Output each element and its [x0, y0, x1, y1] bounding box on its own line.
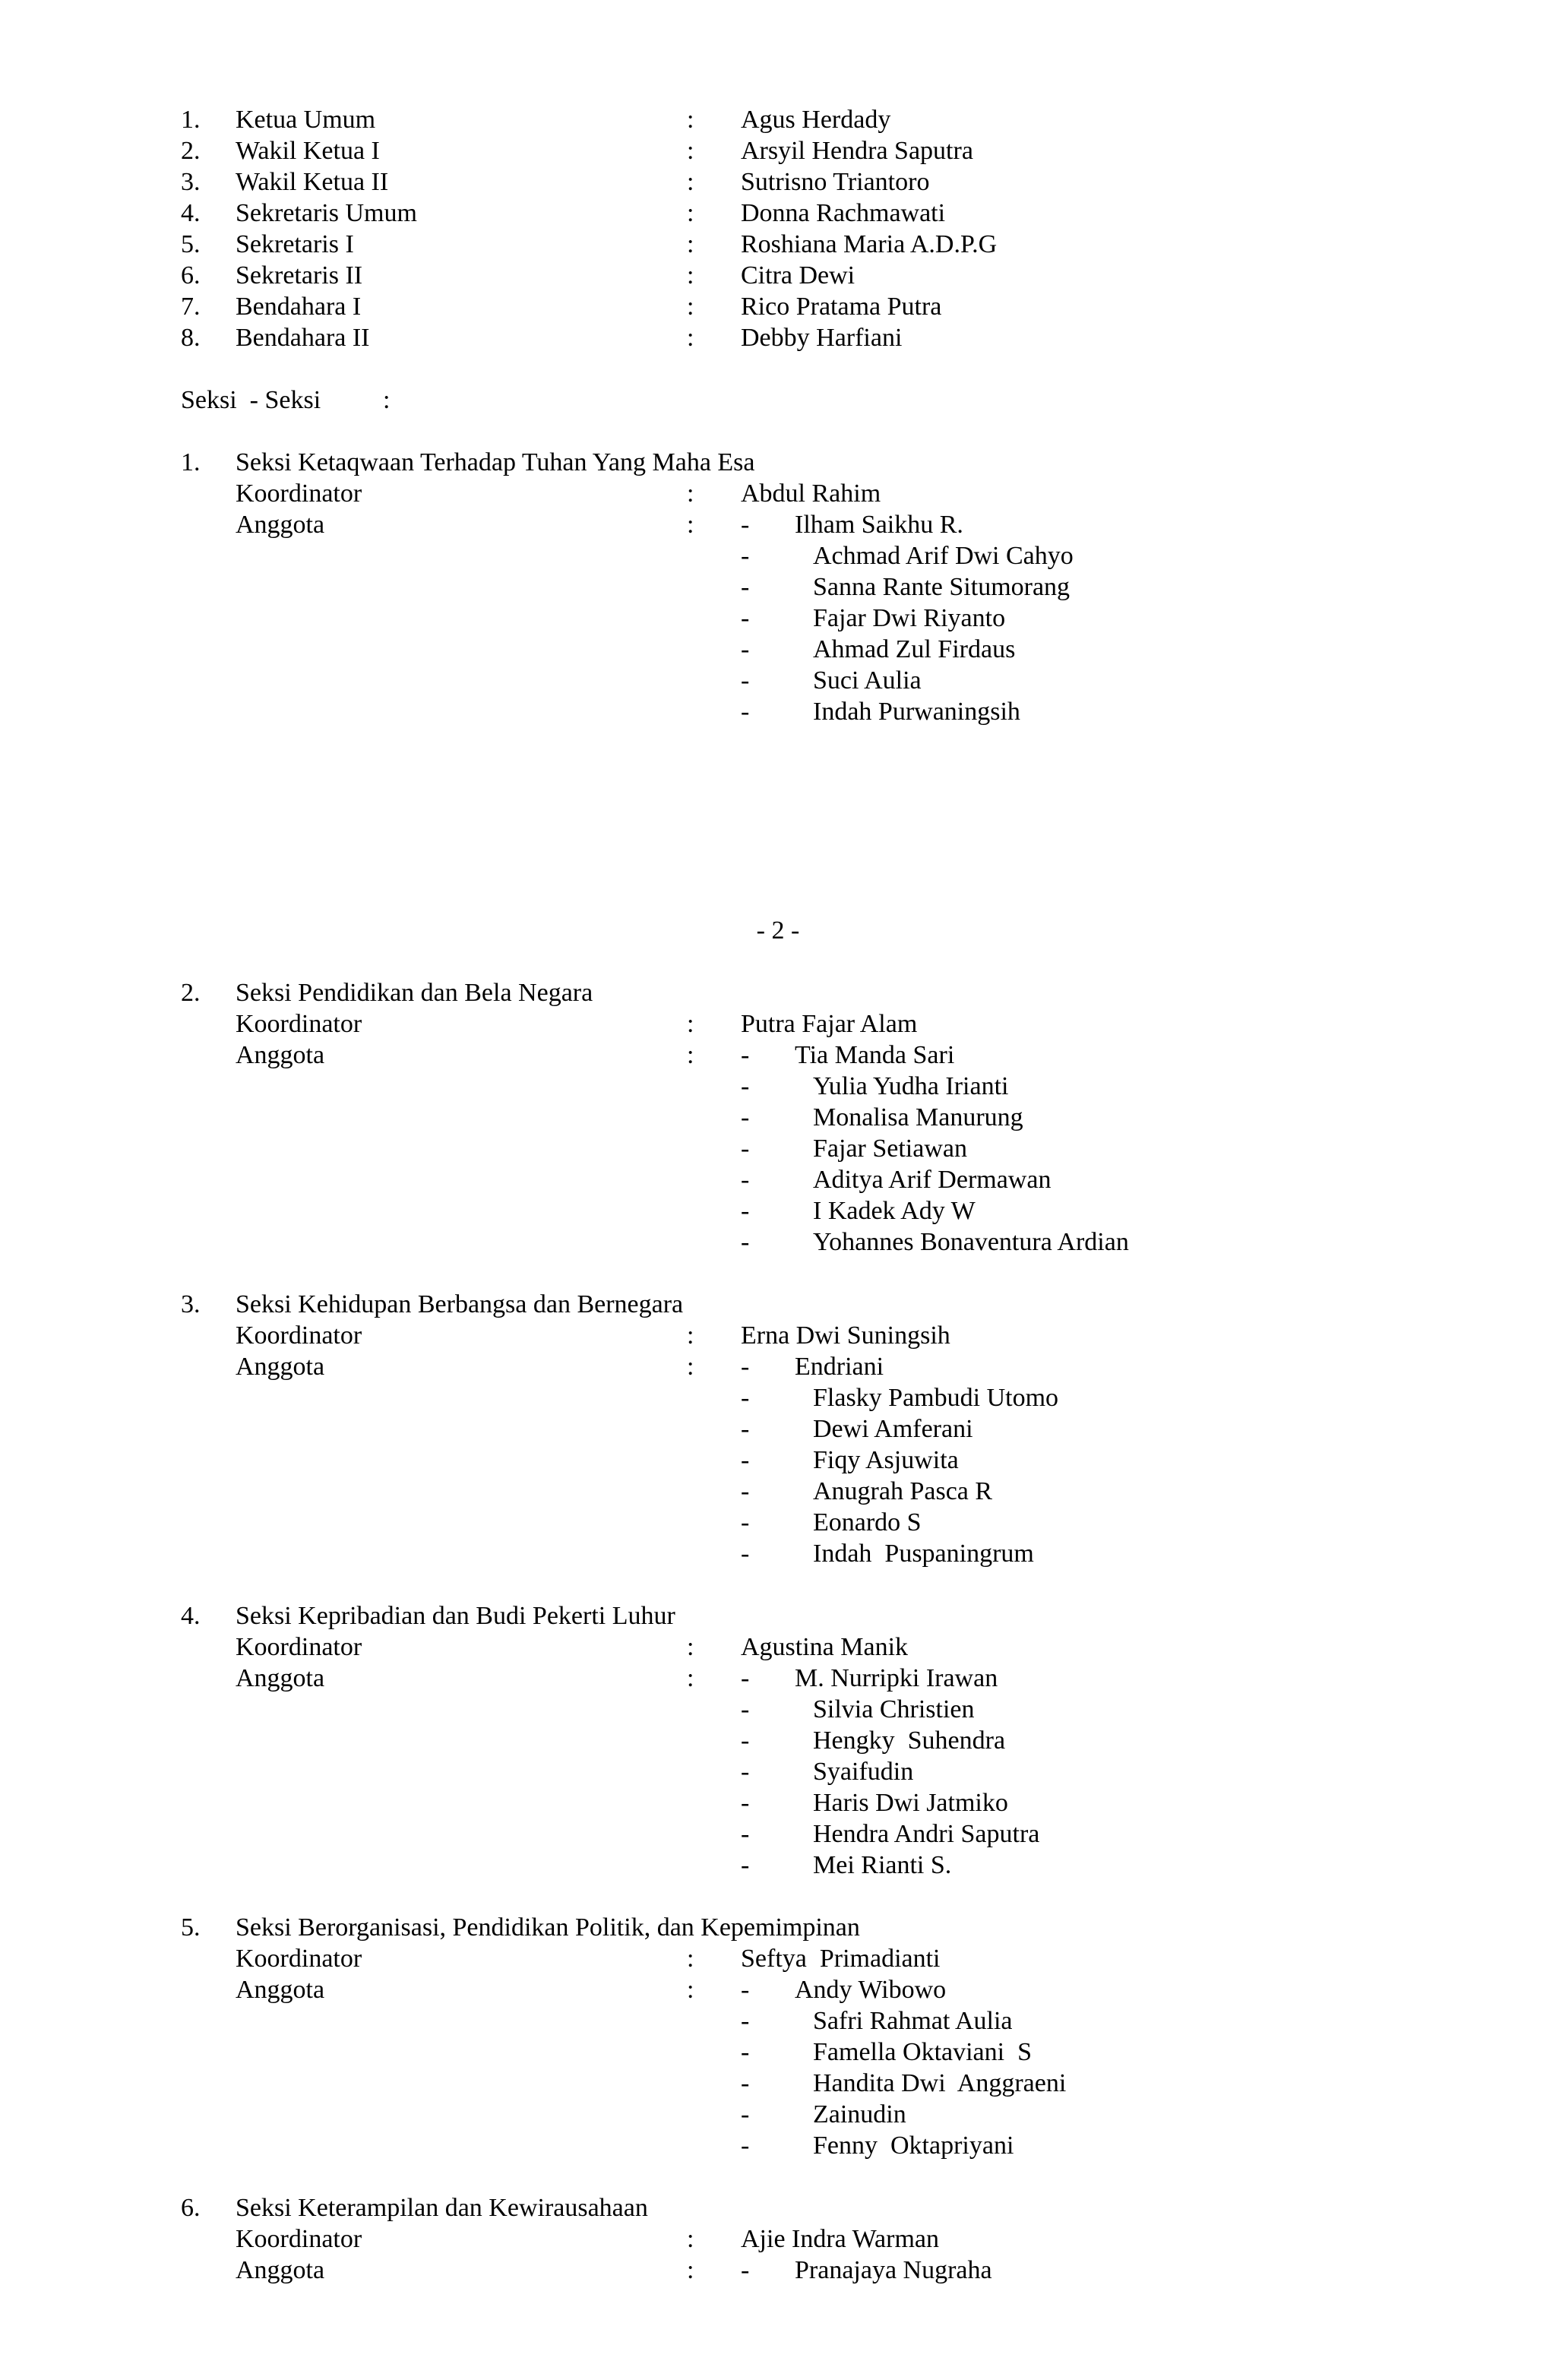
list-bullet: - — [741, 1353, 750, 1381]
section-number: 1. — [181, 448, 201, 476]
list-bullet: - — [741, 1103, 750, 1131]
colon: : — [687, 199, 694, 227]
koordinator-label: Koordinator — [236, 1633, 362, 1661]
list-bullet: - — [741, 1072, 750, 1100]
officer-role: Sekretaris II — [236, 261, 363, 290]
member-name: Zainudin — [813, 2100, 906, 2128]
list-bullet: - — [741, 635, 750, 663]
officer-role: Bendahara II — [236, 324, 370, 352]
section-number: 6. — [181, 2194, 201, 2222]
officer-role: Sekretaris I — [236, 230, 354, 258]
member-name: Ahmad Zul Firdaus — [813, 635, 1016, 663]
list-bullet: - — [741, 1758, 750, 1786]
member-name: Tia Manda Sari — [795, 1041, 955, 1069]
officer-role: Ketua Umum — [236, 106, 376, 134]
colon: : — [687, 1633, 694, 1661]
officer-number: 7. — [181, 293, 201, 321]
koordinator-label: Koordinator — [236, 479, 362, 508]
officer-name: Agus Herdady — [741, 106, 891, 134]
member-name: Yulia Yudha Irianti — [813, 1072, 1009, 1100]
colon: : — [687, 1321, 694, 1350]
member-name: Eonardo S — [813, 1508, 922, 1537]
member-name: Fenny Oktapriyani — [813, 2132, 1014, 2160]
member-name: Suci Aulia — [813, 666, 922, 695]
colon: : — [687, 2225, 694, 2253]
officer-name: Sutrisno Triantoro — [741, 168, 930, 196]
officer-number: 5. — [181, 230, 201, 258]
section-title: Seksi Pendidikan dan Bela Negara — [236, 979, 593, 1007]
anggota-label: Anggota — [236, 1353, 325, 1381]
list-bullet: - — [741, 2132, 750, 2160]
list-bullet: - — [741, 1197, 750, 1225]
koordinator-name: Seftya Primadianti — [741, 1945, 941, 1973]
list-bullet: - — [741, 2256, 750, 2284]
list-bullet: - — [741, 1508, 750, 1537]
list-bullet: - — [741, 1789, 750, 1817]
member-name: Fajar Setiawan — [813, 1135, 967, 1163]
list-bullet: - — [741, 1695, 750, 1723]
section-number: 4. — [181, 1602, 201, 1630]
member-name: Anugrah Pasca R — [813, 1477, 993, 1505]
officer-name: Arsyil Hendra Saputra — [741, 137, 973, 165]
list-bullet: - — [741, 542, 750, 570]
seksi-heading: Seksi - Seksi — [181, 386, 321, 414]
member-name: Hengky Suhendra — [813, 1726, 1006, 1755]
officer-name: Donna Rachmawati — [741, 199, 946, 227]
list-bullet: - — [741, 1976, 750, 2004]
colon: : — [687, 261, 694, 290]
section-title: Seksi Kepribadian dan Budi Pekerti Luhur — [236, 1602, 675, 1630]
list-bullet: - — [741, 1415, 750, 1443]
list-bullet: - — [741, 1726, 750, 1755]
colon: : — [687, 293, 694, 321]
section-title: Seksi Berorganisasi, Pendidikan Politik, dan Kepemimpinan — [236, 1913, 860, 1942]
member-name: Famella Oktaviani S — [813, 2038, 1033, 2066]
koordinator-name: Abdul Rahim — [741, 479, 881, 508]
member-name: Hendra Andri Saputra — [813, 1820, 1040, 1848]
colon: : — [687, 2256, 694, 2284]
member-name: Achmad Arif Dwi Cahyo — [813, 542, 1074, 570]
list-bullet: - — [741, 573, 750, 601]
member-name: Pranajaya Nugraha — [795, 2256, 992, 2284]
list-bullet: - — [741, 1135, 750, 1163]
koordinator-label: Koordinator — [236, 1321, 362, 1350]
koordinator-label: Koordinator — [236, 1010, 362, 1038]
section-title: Seksi Keterampilan dan Kewirausahaan — [236, 2194, 648, 2222]
member-name: Dewi Amferani — [813, 1415, 973, 1443]
koordinator-name: Ajie Indra Warman — [741, 2225, 939, 2253]
officer-role: Wakil Ketua I — [236, 137, 380, 165]
member-name: Monalisa Manurung — [813, 1103, 1023, 1131]
colon: : — [687, 479, 694, 508]
list-bullet: - — [741, 604, 750, 632]
section-number: 3. — [181, 1290, 201, 1318]
member-name: Andy Wibowo — [795, 1976, 947, 2004]
list-bullet: - — [741, 1166, 750, 1194]
colon: : — [687, 106, 694, 134]
member-name: Flasky Pambudi Utomo — [813, 1384, 1059, 1412]
koordinator-label: Koordinator — [236, 1945, 362, 1973]
section-title: Seksi Ketaqwaan Terhadap Tuhan Yang Maha Esa — [236, 448, 755, 476]
member-name: Aditya Arif Dermawan — [813, 1166, 1052, 1194]
colon: : — [687, 324, 694, 352]
member-name: Handita Dwi Anggraeni — [813, 2069, 1067, 2097]
officer-name: Roshiana Maria A.D.P.G — [741, 230, 998, 258]
list-bullet: - — [741, 1446, 750, 1474]
anggota-label: Anggota — [236, 2256, 325, 2284]
officer-number: 2. — [181, 137, 201, 165]
colon: : — [687, 511, 694, 539]
list-bullet: - — [741, 698, 750, 726]
list-bullet: - — [741, 1477, 750, 1505]
officer-number: 1. — [181, 106, 201, 134]
member-name: Mei Rianti S. — [813, 1851, 952, 1879]
colon: : — [687, 1945, 694, 1973]
member-name: Fajar Dwi Riyanto — [813, 604, 1006, 632]
list-bullet: - — [741, 2038, 750, 2066]
member-name: Syaifudin — [813, 1758, 914, 1786]
koordinator-name: Erna Dwi Suningsih — [741, 1321, 950, 1350]
officer-role: Sekretaris Umum — [236, 199, 417, 227]
anggota-label: Anggota — [236, 511, 325, 539]
colon: : — [687, 137, 694, 165]
member-name: Ilham Saikhu R. — [795, 511, 963, 539]
anggota-label: Anggota — [236, 1041, 325, 1069]
section-number: 5. — [181, 1913, 201, 1942]
section-title: Seksi Kehidupan Berbangsa dan Bernegara — [236, 1290, 684, 1318]
section-number: 2. — [181, 979, 201, 1007]
member-name: Sanna Rante Situmorang — [813, 573, 1071, 601]
page-number: - 2 - — [756, 916, 800, 945]
colon: : — [687, 230, 694, 258]
list-bullet: - — [741, 2007, 750, 2035]
member-name: Haris Dwi Jatmiko — [813, 1789, 1008, 1817]
member-name: Yohannes Bonaventura Ardian — [813, 1228, 1129, 1256]
colon: : — [687, 1976, 694, 2004]
colon: : — [687, 1353, 694, 1381]
list-bullet: - — [741, 1664, 750, 1692]
officer-role: Wakil Ketua II — [236, 168, 389, 196]
koordinator-label: Koordinator — [236, 2225, 362, 2253]
member-name: Safri Rahmat Aulia — [813, 2007, 1013, 2035]
koordinator-name: Agustina Manik — [741, 1633, 909, 1661]
member-name: Endriani — [795, 1353, 884, 1381]
list-bullet: - — [741, 1820, 750, 1848]
officer-role: Bendahara I — [236, 293, 362, 321]
colon: : — [687, 1010, 694, 1038]
member-name: I Kadek Ady W — [813, 1197, 976, 1225]
officer-number: 4. — [181, 199, 201, 227]
member-name: Fiqy Asjuwita — [813, 1446, 959, 1474]
member-name: Indah Puspaningrum — [813, 1540, 1034, 1568]
colon: : — [687, 1664, 694, 1692]
officer-name: Citra Dewi — [741, 261, 855, 290]
officer-number: 3. — [181, 168, 201, 196]
list-bullet: - — [741, 1540, 750, 1568]
list-bullet: - — [741, 1228, 750, 1256]
member-name: M. Nurripki Irawan — [795, 1664, 998, 1692]
officer-number: 8. — [181, 324, 201, 352]
anggota-label: Anggota — [236, 1976, 325, 2004]
list-bullet: - — [741, 2100, 750, 2128]
member-name: Silvia Christien — [813, 1695, 975, 1723]
colon: : — [687, 168, 694, 196]
colon: : — [687, 1041, 694, 1069]
officer-name: Debby Harfiani — [741, 324, 903, 352]
list-bullet: - — [741, 1384, 750, 1412]
anggota-label: Anggota — [236, 1664, 325, 1692]
koordinator-name: Putra Fajar Alam — [741, 1010, 918, 1038]
list-bullet: - — [741, 1851, 750, 1879]
colon: : — [383, 386, 391, 414]
list-bullet: - — [741, 2069, 750, 2097]
list-bullet: - — [741, 1041, 750, 1069]
member-name: Indah Purwaningsih — [813, 698, 1020, 726]
list-bullet: - — [741, 666, 750, 695]
list-bullet: - — [741, 511, 750, 539]
officer-number: 6. — [181, 261, 201, 290]
officer-name: Rico Pratama Putra — [741, 293, 942, 321]
